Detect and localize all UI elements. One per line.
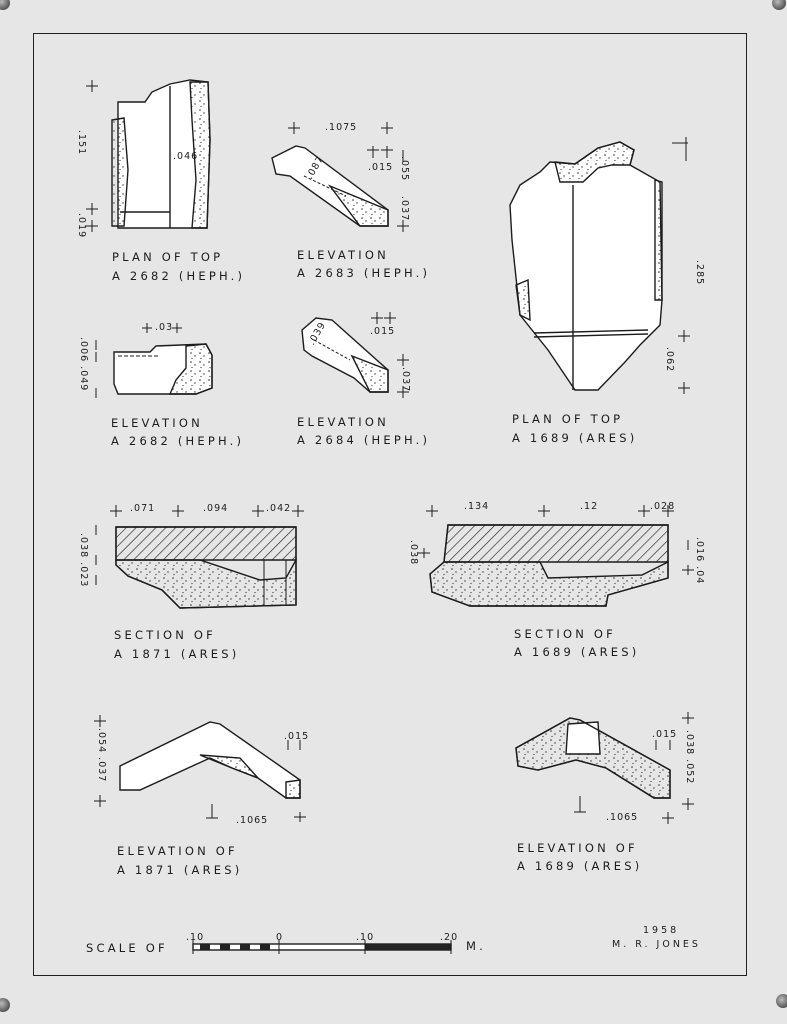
dim-label: .015 [368, 162, 394, 173]
scale-unit: M. [466, 939, 486, 953]
dim-label: .055 [399, 156, 410, 182]
dim-label: .087 [304, 153, 327, 182]
dim-label: .015 [370, 326, 396, 337]
elevation-a2683-id: A 2683 (HEPH.) [297, 266, 431, 280]
elevation-a2683-caption: ELEVATION [297, 248, 389, 262]
section-a1689-id: A 1689 (ARES) [514, 645, 640, 659]
dim-label: .12 [580, 501, 599, 512]
plan-top-a1689-id: A 1689 (ARES) [512, 431, 638, 445]
dim-label: .038 .052 [684, 730, 695, 785]
elevation-of-a1689-caption: ELEVATION OF [517, 841, 638, 855]
dim-label: .285 [694, 260, 705, 286]
dim-label: .019 [76, 213, 87, 239]
elevation-a2682-caption: ELEVATION [111, 416, 203, 430]
dim-label: .094 [203, 503, 229, 514]
plan-top-a2682-id: A 2682 (HEPH.) [112, 269, 246, 283]
dim-label: .038 .023 [78, 533, 89, 588]
dim-label: .037 [399, 196, 410, 222]
plan-top-a2682-caption: PLAN OF TOP [112, 250, 224, 264]
section-a1689-caption: SECTION OF [514, 627, 616, 641]
dim-label: .016 .04 [694, 537, 705, 585]
plan-top-a1689-caption: PLAN OF TOP [512, 412, 624, 426]
dim-label: .038 [408, 540, 419, 566]
scale-tick-label: .10 [186, 932, 205, 943]
scale-bar-drawing [193, 940, 451, 954]
dim-label: .015 [284, 731, 310, 742]
elevation-of-a1871-id: A 1871 (ARES) [117, 863, 243, 877]
scale-tick-label: .20 [440, 932, 459, 943]
dim-label: .03 [155, 322, 174, 333]
dim-label: .071 [130, 503, 156, 514]
elevation-of-a1871-caption: ELEVATION OF [117, 844, 238, 858]
dim-label: .015 [652, 729, 678, 740]
section-a1689-drawing [418, 505, 694, 606]
dim-label: .046 [173, 151, 199, 162]
dim-label: .1065 [606, 812, 639, 823]
scale-tick-label: 0 [276, 932, 284, 943]
dim-label: .134 [464, 501, 490, 512]
section-a1871-caption: SECTION OF [114, 628, 216, 642]
dim-label: .006 .049 [78, 337, 89, 392]
dim-label: .1065 [236, 815, 269, 826]
dim-label: .062 [664, 347, 675, 373]
scale-tick-label: .10 [356, 932, 375, 943]
elevation-of-a1871-drawing [94, 715, 306, 822]
elevation-a2683-drawing [272, 122, 409, 232]
dim-label: .039 [306, 319, 329, 348]
credit-year: 1958 [643, 925, 680, 936]
dim-label: .028 [650, 501, 676, 512]
scale-label: SCALE OF [86, 941, 168, 955]
section-a1871-id: A 1871 (ARES) [114, 647, 240, 661]
elevation-a2682-id: A 2682 (HEPH.) [111, 434, 245, 448]
credit-author: M. R. JONES [612, 939, 701, 950]
elevation-a2682-drawing [96, 323, 212, 398]
dim-label: .037 [400, 367, 411, 393]
dim-label: .151 [76, 130, 87, 156]
elevation-a2684-id: A 2684 (HEPH.) [297, 433, 431, 447]
dim-label: .1075 [325, 122, 358, 133]
dim-label: .042 [266, 503, 292, 514]
section-a1871-drawing [96, 505, 304, 608]
dim-label: .054 .037 [96, 728, 107, 783]
elevation-a2684-caption: ELEVATION [297, 415, 389, 429]
elevation-of-a1689-id: A 1689 (ARES) [517, 859, 643, 873]
plan-top-a1689-drawing [510, 137, 690, 394]
